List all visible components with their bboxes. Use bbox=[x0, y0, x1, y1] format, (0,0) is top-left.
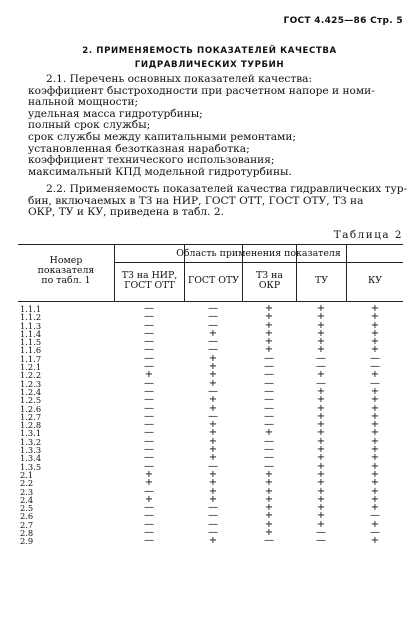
applicability-mark: + bbox=[208, 493, 218, 505]
col-tu-header bbox=[297, 276, 346, 286]
text-line: установленная безотказная наработка; bbox=[28, 142, 250, 155]
applicability-mark: + bbox=[264, 319, 274, 331]
applicability-mark: + bbox=[370, 485, 380, 497]
applicability-mark: + bbox=[316, 444, 326, 456]
col-gost-otu-header bbox=[185, 276, 242, 286]
header-text: ГОСТ ОТТ bbox=[124, 280, 175, 291]
applicability-mark: + bbox=[208, 468, 218, 480]
applicability-mark: + bbox=[264, 485, 274, 497]
applicability-mark: — bbox=[316, 361, 326, 373]
text-line: максимальный КПД модельной гидротурбины. bbox=[28, 165, 292, 178]
applicability-mark: + bbox=[264, 311, 274, 323]
applicability-mark: — bbox=[144, 402, 154, 414]
applicability-mark: — bbox=[264, 460, 274, 472]
applicability-mark: — bbox=[144, 410, 154, 422]
applicability-mark: — bbox=[208, 527, 218, 539]
header-text: Номер bbox=[49, 255, 83, 266]
page-header: ГОСТ 4.425—86 Стр. 5 bbox=[283, 16, 403, 26]
applicability-mark: — bbox=[144, 485, 154, 497]
table-title: Таблица 2 bbox=[333, 229, 403, 241]
applicability-mark: + bbox=[208, 352, 218, 364]
applicability-mark: + bbox=[370, 344, 380, 356]
applicability-mark: — bbox=[208, 502, 218, 514]
applicability-mark: + bbox=[316, 311, 326, 323]
row-number: 1.1.4 bbox=[20, 328, 42, 339]
applicability-mark: + bbox=[316, 336, 326, 348]
row-number: 1.2.3 bbox=[20, 378, 42, 389]
applicability-mark: — bbox=[208, 385, 218, 397]
row-number: 1.1.5 bbox=[20, 337, 42, 348]
col-number-header bbox=[18, 256, 114, 286]
applicability-mark: + bbox=[316, 502, 326, 514]
applicability-mark: + bbox=[316, 344, 326, 356]
row-number: 1.3.2 bbox=[20, 436, 42, 447]
row-number: 1.3.4 bbox=[20, 453, 42, 464]
applicability-mark: + bbox=[316, 419, 326, 431]
applicability-mark: + bbox=[370, 427, 380, 439]
applicability-mark: + bbox=[316, 303, 326, 314]
applicability-mark: — bbox=[264, 535, 274, 547]
applicability-mark: — bbox=[144, 319, 154, 331]
applicability-mark: + bbox=[208, 327, 218, 339]
applicability-mark: — bbox=[208, 510, 218, 522]
header-text: ГОСТ ОТУ bbox=[187, 275, 239, 286]
applicability-mark: + bbox=[316, 485, 326, 497]
applicability-mark: — bbox=[144, 527, 154, 539]
text-line: коэффициент технического использования; bbox=[28, 154, 275, 167]
text-line: 2.1. Перечень основных показателей качества: bbox=[46, 73, 313, 85]
applicability-mark: — bbox=[144, 444, 154, 456]
applicability-mark: — bbox=[316, 535, 326, 547]
applicability-mark: — bbox=[264, 385, 274, 397]
applicability-mark: + bbox=[264, 527, 274, 539]
applicability-mark: — bbox=[144, 344, 154, 356]
applicability-mark: — bbox=[208, 410, 218, 422]
applicability-mark: — bbox=[144, 385, 154, 397]
row-number: 2.8 bbox=[20, 528, 34, 539]
applicability-mark: + bbox=[316, 394, 326, 406]
row-number: 1.3.5 bbox=[20, 461, 42, 472]
row-number: 2.2 bbox=[20, 478, 34, 489]
row-number: 2.1 bbox=[20, 469, 34, 480]
applicability-mark: — bbox=[208, 319, 218, 331]
applicability-mark: + bbox=[316, 452, 326, 464]
applicability-mark: — bbox=[370, 377, 380, 389]
applicability-table bbox=[18, 244, 403, 547]
text-line: коэффициент быстроходности при расчетном напоре и номи- bbox=[28, 84, 375, 97]
row-number: 2.6 bbox=[20, 511, 34, 522]
table-row bbox=[18, 537, 403, 545]
applicability-mark: — bbox=[264, 452, 274, 464]
applicability-mark: — bbox=[370, 352, 380, 364]
text-line: полный срок службы; bbox=[28, 119, 151, 132]
applicability-mark: — bbox=[144, 419, 154, 431]
row-number: 1.2.7 bbox=[20, 411, 42, 422]
row-number: 1.1.3 bbox=[20, 320, 42, 331]
applicability-mark: — bbox=[208, 311, 218, 323]
applicability-mark: + bbox=[208, 427, 218, 439]
applicability-mark: + bbox=[208, 402, 218, 414]
applicability-mark: + bbox=[316, 435, 326, 447]
applicability-mark: — bbox=[144, 377, 154, 389]
applicability-mark: — bbox=[208, 303, 218, 314]
applicability-mark: + bbox=[370, 468, 380, 480]
applicability-mark: + bbox=[370, 410, 380, 422]
row-number: 1.2.6 bbox=[20, 403, 42, 414]
applicability-mark: — bbox=[144, 394, 154, 406]
applicability-mark: — bbox=[144, 303, 154, 314]
applicability-mark: — bbox=[144, 427, 154, 439]
applicability-mark: + bbox=[370, 493, 380, 505]
section-title-line-1: 2. ПРИМЕНЯЕМОСТЬ ПОКАЗАТЕЛЕЙ КАЧЕСТВА bbox=[82, 46, 337, 56]
applicability-mark: — bbox=[264, 352, 274, 364]
applicability-mark: + bbox=[370, 369, 380, 381]
text-line: удельная масса гидротурбины; bbox=[28, 107, 203, 120]
row-number: 1.1.1 bbox=[20, 304, 42, 314]
applicability-mark: + bbox=[316, 327, 326, 339]
applicability-mark: + bbox=[370, 460, 380, 472]
applicability-mark: + bbox=[370, 518, 380, 530]
applicability-mark: + bbox=[316, 402, 326, 414]
applicability-mark: — bbox=[144, 502, 154, 514]
applicability-mark: + bbox=[316, 427, 326, 439]
applicability-mark: — bbox=[144, 361, 154, 373]
paragraph-2-2 bbox=[28, 183, 408, 219]
applicability-mark: + bbox=[370, 444, 380, 456]
applicability-mark: — bbox=[264, 394, 274, 406]
applicability-mark: + bbox=[370, 535, 380, 547]
row-number: 1.1.2 bbox=[20, 312, 42, 323]
applicability-mark: + bbox=[316, 369, 326, 381]
applicability-mark: + bbox=[208, 419, 218, 431]
applicability-mark: + bbox=[264, 493, 274, 505]
applicability-mark: + bbox=[208, 394, 218, 406]
row-number: 2.7 bbox=[20, 519, 34, 530]
applicability-mark: + bbox=[316, 385, 326, 397]
paragraph-2-1 bbox=[28, 74, 404, 178]
applicability-mark: + bbox=[370, 327, 380, 339]
applicability-mark: — bbox=[264, 435, 274, 447]
row-number: 1.2.8 bbox=[20, 420, 42, 431]
applicability-mark: + bbox=[208, 477, 218, 489]
applicability-mark: + bbox=[316, 477, 326, 489]
row-number: 2.9 bbox=[20, 536, 34, 547]
row-number: 2.4 bbox=[20, 494, 34, 505]
applicability-mark: + bbox=[370, 502, 380, 514]
row-number: 2.3 bbox=[20, 486, 34, 497]
row-number: 1.3.3 bbox=[20, 445, 42, 456]
applicability-mark: + bbox=[208, 444, 218, 456]
applicability-mark: + bbox=[370, 452, 380, 464]
applicability-mark: + bbox=[316, 493, 326, 505]
applicability-mark: — bbox=[144, 452, 154, 464]
applicability-mark: + bbox=[208, 377, 218, 389]
applicability-mark: — bbox=[144, 460, 154, 472]
section-title-line-2: ГИДРАВЛИЧЕСКИХ ТУРБИН bbox=[134, 60, 285, 70]
header-text: показателя bbox=[37, 265, 95, 276]
text-line: срок службы между капитальными ремонтами; bbox=[28, 130, 296, 143]
applicability-mark: + bbox=[370, 419, 380, 431]
header-text: КУ bbox=[367, 275, 383, 286]
section-title bbox=[0, 44, 419, 72]
row-number: 1.2.2 bbox=[20, 370, 42, 381]
row-number: 1.1.6 bbox=[20, 345, 42, 356]
applicability-mark: + bbox=[316, 460, 326, 472]
applicability-mark: + bbox=[316, 410, 326, 422]
applicability-mark: — bbox=[264, 377, 274, 389]
applicability-mark: — bbox=[144, 352, 154, 364]
applicability-mark: + bbox=[144, 369, 154, 381]
col-tz-okr-header bbox=[243, 271, 296, 291]
row-number: 2.5 bbox=[20, 503, 34, 514]
row-number: 1.2.5 bbox=[20, 395, 42, 406]
text-line: нальной мощности; bbox=[28, 96, 139, 109]
header-text: по табл. 1 bbox=[41, 275, 91, 286]
applicability-mark: + bbox=[316, 468, 326, 480]
applicability-mark: + bbox=[370, 319, 380, 331]
applicability-mark: + bbox=[144, 468, 154, 480]
applicability-mark: — bbox=[370, 510, 380, 522]
applicability-mark: — bbox=[208, 336, 218, 348]
applicability-mark: — bbox=[264, 402, 274, 414]
header-text: ОКР bbox=[258, 280, 281, 291]
applicability-mark: + bbox=[264, 502, 274, 514]
row-number: 1.3.1 bbox=[20, 428, 42, 439]
applicability-mark: + bbox=[208, 361, 218, 373]
applicability-mark: + bbox=[264, 344, 274, 356]
table-header bbox=[18, 244, 403, 302]
applicability-mark: — bbox=[144, 535, 154, 547]
row-number: 1.2.1 bbox=[20, 362, 42, 373]
col-ku-header bbox=[347, 276, 403, 286]
row-number: 1.1.7 bbox=[20, 353, 42, 364]
applicability-mark: + bbox=[144, 493, 154, 505]
applicability-mark: + bbox=[370, 336, 380, 348]
applicability-mark: + bbox=[316, 510, 326, 522]
applicability-mark: — bbox=[264, 361, 274, 373]
header-text: ТЗ на bbox=[256, 270, 283, 281]
applicability-mark: — bbox=[144, 518, 154, 530]
text-line: ОКР, ТУ и КУ, приведена в табл. 2. bbox=[28, 206, 224, 219]
applicability-mark: + bbox=[370, 385, 380, 397]
applicability-mark: — bbox=[264, 410, 274, 422]
applicability-mark: — bbox=[316, 527, 326, 539]
applicability-mark: — bbox=[264, 444, 274, 456]
applicability-mark: + bbox=[264, 510, 274, 522]
applicability-mark: + bbox=[370, 435, 380, 447]
applicability-mark: + bbox=[264, 518, 274, 530]
applicability-mark: + bbox=[264, 336, 274, 348]
applicability-mark: + bbox=[264, 468, 274, 480]
applicability-mark: — bbox=[316, 352, 326, 364]
applicability-mark: — bbox=[144, 336, 154, 348]
applicability-mark: — bbox=[208, 344, 218, 356]
applicability-mark: + bbox=[370, 394, 380, 406]
applicability-mark: — bbox=[208, 460, 218, 472]
applicability-mark: — bbox=[208, 518, 218, 530]
applicability-mark: — bbox=[144, 510, 154, 522]
applicability-mark: + bbox=[264, 303, 274, 314]
applicability-mark: + bbox=[208, 452, 218, 464]
applicability-mark: + bbox=[208, 535, 218, 547]
applicability-mark: — bbox=[264, 369, 274, 381]
applicability-mark: + bbox=[264, 427, 274, 439]
applicability-mark: + bbox=[144, 477, 154, 489]
row-number: 1.2.4 bbox=[20, 386, 42, 397]
applicability-mark: — bbox=[264, 419, 274, 431]
applicability-mark: + bbox=[370, 477, 380, 489]
table-body bbox=[18, 305, 403, 546]
col-tz-nir-header bbox=[115, 271, 184, 291]
header-text: ТЗ на НИР, bbox=[121, 270, 178, 281]
applicability-mark: + bbox=[316, 319, 326, 331]
applicability-mark: — bbox=[144, 327, 154, 339]
applicability-mark: + bbox=[316, 518, 326, 530]
header-text: ТУ bbox=[314, 275, 329, 286]
applicability-mark: — bbox=[370, 361, 380, 373]
applicability-mark: — bbox=[316, 377, 326, 389]
applicability-mark: + bbox=[208, 435, 218, 447]
applicability-mark: + bbox=[264, 477, 274, 489]
applicability-mark: — bbox=[144, 311, 154, 323]
group-header: Область применения показателя bbox=[176, 248, 341, 259]
applicability-mark: + bbox=[264, 327, 274, 339]
applicability-mark: — bbox=[144, 435, 154, 447]
applicability-mark: — bbox=[370, 527, 380, 539]
applicability-mark: + bbox=[370, 303, 380, 314]
applicability-mark: + bbox=[208, 369, 218, 381]
applicability-mark: + bbox=[208, 485, 218, 497]
text-line: 2.2. Применяемость показателей качества гидравлических тур- bbox=[46, 183, 408, 195]
text-line: бин, включаемых в ТЗ на НИР, ГОСТ ОТТ, ГОСТ ОТУ, ТЗ на bbox=[28, 194, 364, 207]
applicability-mark: + bbox=[370, 311, 380, 323]
applicability-mark: + bbox=[370, 402, 380, 414]
